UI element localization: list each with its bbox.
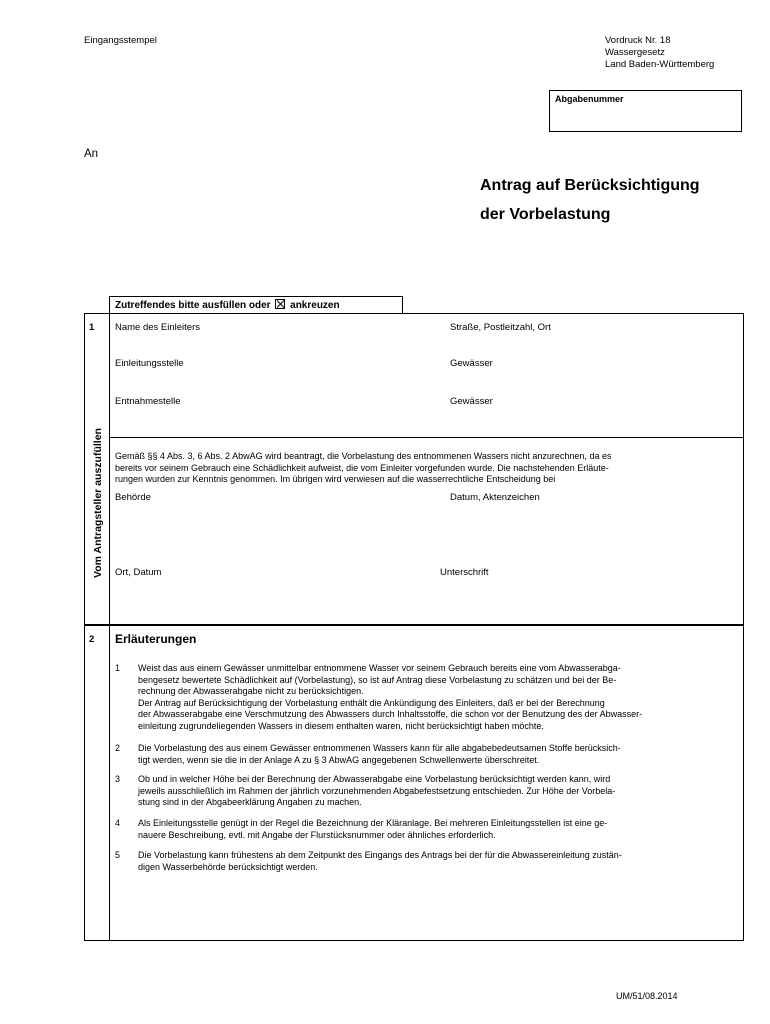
item-line: Der Antrag auf Berücksichtigung der Vorbelastung enthält die Ankündigung des Einleiters, daß er bei der Berechnung [138, 697, 605, 708]
erlaeuterungen-heading: Erläuterungen [115, 632, 197, 646]
instruction-box [109, 296, 403, 314]
an-label: An [84, 148, 99, 160]
side-label: Vom Antragsteller auszufüllen [92, 428, 104, 578]
divider [84, 624, 744, 626]
item-line: nauere Beschreibung, evtl. mit Angabe der Flurstücksnummer oder ähnliches erforderlich. [138, 829, 496, 840]
list-item [138, 850, 738, 873]
title-line: Antrag auf Berücksichtigung [480, 177, 700, 194]
title-line: der Vorbelastung [480, 206, 611, 223]
item-line: einleitung zugrundeliegenden Wassers in diesem enthalten waren, nicht berücksichtigt haben möchte. [138, 720, 544, 731]
paragraph-line: Gemäß §§ 4 Abs. 3, 6 Abs. 2 AbwAG wird beantragt, die Vorbelastung des entnommenen Wassers nicht anzurechnen, da es [115, 451, 612, 461]
vordruck-line: Wassergesetz [605, 47, 665, 58]
field-name-einleiter[interactable]: Name des Einleiters [115, 322, 201, 333]
item-number: 5 [115, 850, 121, 860]
list-item [138, 743, 738, 766]
eingangsstempel-label: Eingangsstempel [84, 35, 157, 46]
abgabenummer-field[interactable] [549, 90, 742, 132]
form-code: UM/51/08.2014 [616, 991, 678, 1001]
field-gewaesser-einleitung[interactable]: Gewässer [450, 358, 493, 369]
field-entnahmestelle[interactable]: Entnahmestelle [115, 396, 181, 407]
item-line: jeweils ausschließlich im Rahmen der jährlich vorzunehmenden Abgabefestsetzung entschieden. Zur Höhe der Vorbela- [138, 785, 616, 796]
list-item [138, 663, 738, 732]
abgabenummer-label: Abgabenummer [555, 94, 624, 104]
antrag-paragraph [115, 451, 700, 486]
list-item [138, 818, 738, 841]
field-einleitungsstelle[interactable]: Einleitungsstelle [115, 358, 184, 369]
instruction-after: ankreuzen [290, 300, 340, 311]
item-line: Die Vorbelastung kann frühestens ab dem Zeitpunkt des Eingangs des Antrags bei der für die Abwassereinleitung zustän- [138, 850, 622, 860]
vordruck-line: Vordruck Nr. 18 [605, 35, 671, 46]
field-unterschrift[interactable]: Unterschrift [440, 567, 489, 578]
item-number: 3 [115, 774, 121, 784]
vordruck-info [605, 35, 714, 71]
divider [109, 437, 744, 438]
paragraph-line: bereits vor seinem Gebrauch eine Schädlichkeit aufweist, die vom Einleiter vorgefunden wurde. Die nachstehenden Erläute- [115, 462, 609, 473]
field-datum-aktenzeichen[interactable]: Datum, Aktenzeichen [450, 492, 540, 503]
item-number: 2 [115, 743, 121, 753]
form-frame [84, 313, 744, 941]
item-line: digen Wasserbehörde berücksichtigt werden. [138, 861, 318, 872]
checked-box-icon [275, 299, 285, 309]
item-line: rechnung der Abwasserabgabe nicht zu berücksichtigen. [138, 686, 364, 696]
field-strasse[interactable]: Straße, Postleitzahl, Ort [450, 322, 551, 333]
paragraph-line: rungen wurden zur Kenntnis genommen. Im übrigen wird verwiesen auf die wasserrechtliche Entscheidung bei [115, 474, 556, 484]
item-line: Als Einleitungsstelle genügt in der Regel die Bezeichnung der Kläranlage. Bei mehreren Einleitungsstellen ist eine ge- [138, 818, 608, 828]
item-line: Weist das aus einem Gewässer unmittelbar entnommene Wasser vor seinem Gebrauch bereits eine vom Abwasserabga- [138, 663, 621, 673]
item-line: Ob und in welcher Höhe bei der Berechnung der Abwasserabgabe eine Vorbelastung berücksichtigt werden kann, wird [138, 774, 611, 784]
list-item [138, 774, 738, 809]
item-line: stung sind in der Abgabeerklärung Angaben zu machen. [138, 797, 362, 807]
section-number: 1 [89, 322, 95, 333]
field-behoerde[interactable]: Behörde [115, 492, 151, 503]
item-line: bengesetz bewertete Schädlichkeit auf (Vorbelastung), so ist auf Antrag diese Vorbelastung zu schätzen und bei der Be- [138, 674, 617, 685]
item-number: 4 [115, 818, 121, 828]
item-line: Die Vorbelastung des aus einem Gewässer entnommenen Wassers kann für alle abgabebedeutsamen Stoffe berücksich- [138, 743, 621, 753]
section-number: 2 [89, 634, 95, 645]
divider [109, 313, 110, 941]
item-line: der Abwasserabgabe eine Verschmutzung des Abwassers durch Inhaltsstoffe, die schon vor der Benutzung des der Abwasser- [138, 709, 643, 719]
instruction-text [115, 299, 340, 311]
field-ort-datum[interactable]: Ort, Datum [115, 567, 162, 578]
item-number: 1 [115, 663, 121, 673]
field-gewaesser-entnahme[interactable]: Gewässer [450, 396, 493, 407]
instruction-before: Zutreffendes bitte ausfüllen oder [115, 300, 271, 311]
vordruck-line: Land Baden-Württemberg [605, 59, 715, 70]
page-title [480, 176, 700, 225]
item-line: tigt werden, wenn sie die in der Anlage A zu § 3 AbwAG angegebenen Schwellenwerte überschreitet. [138, 754, 540, 765]
